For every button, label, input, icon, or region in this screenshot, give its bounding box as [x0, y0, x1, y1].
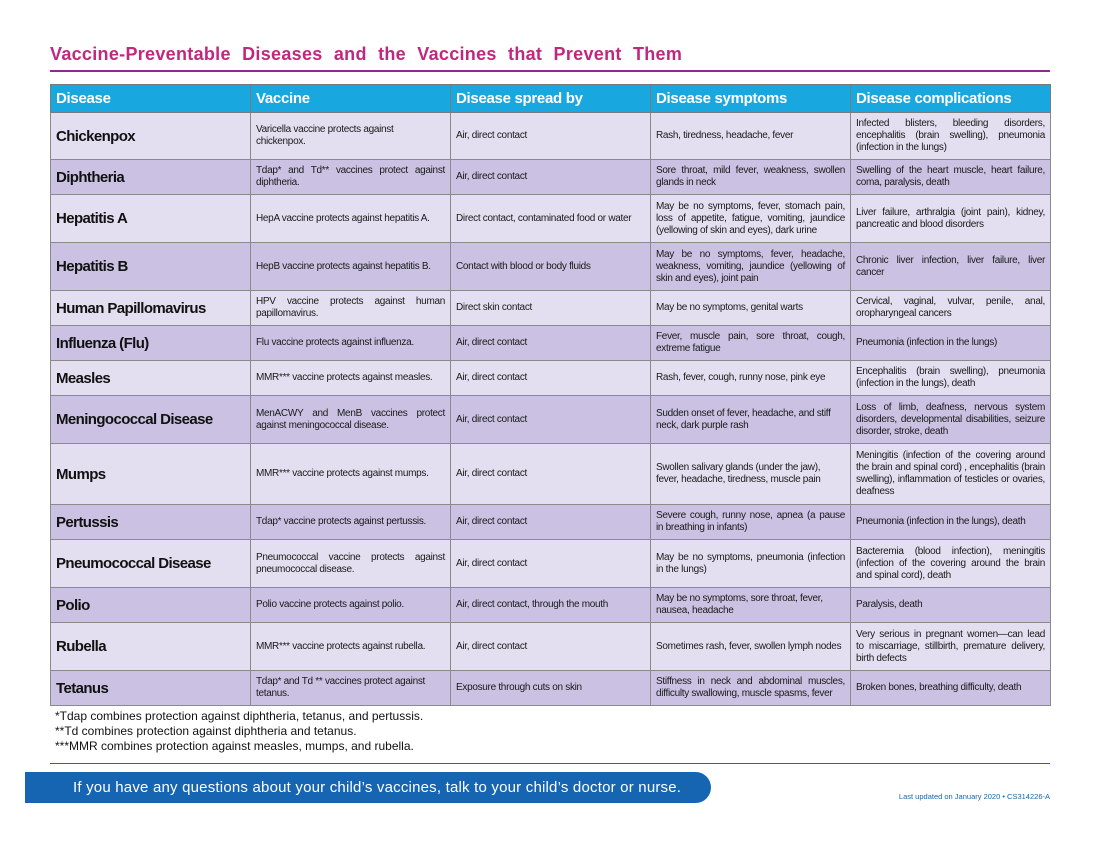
- disease-cell: Measles: [51, 361, 251, 396]
- table-row: [51, 291, 1051, 326]
- disease-cell: Rubella: [51, 623, 251, 671]
- symptoms-cell: May be no symptoms, genital warts: [651, 291, 851, 326]
- disease-cell: Diphtheria: [51, 160, 251, 195]
- title-divider: [50, 70, 1050, 72]
- complications-cell: Liver failure, arthralgia (joint pain), kidney, pancreatic and blood disorders: [851, 195, 1051, 243]
- spread-cell: Air, direct contact: [451, 160, 651, 195]
- symptoms-cell: May be no symptoms, fever, stomach pain, loss of appetite, fatigue, vomiting, jaundice (yellowing of skin and eyes), dark urine: [651, 195, 851, 243]
- complications-cell: Pneumonia (infection in the lungs), death: [851, 505, 1051, 540]
- symptoms-cell: Rash, tiredness, headache, fever: [651, 113, 851, 160]
- complications-cell: Paralysis, death: [851, 588, 1051, 623]
- symptoms-cell: May be no symptoms, fever, headache, weakness, vomiting, jaundice (yellowing of skin and eyes), joint pain: [651, 243, 851, 291]
- footnotes: [55, 709, 423, 754]
- spread-cell: Air, direct contact: [451, 396, 651, 444]
- table-row: [51, 623, 1051, 671]
- vaccine-cell: Pneumococcal vaccine protects against pneumococcal disease.: [251, 540, 451, 588]
- complications-cell: Very serious in pregnant women—can lead to miscarriage, stillbirth, premature delivery, birth defects: [851, 623, 1051, 671]
- disease-cell: Pneumococcal Disease: [51, 540, 251, 588]
- vaccine-cell: Tdap* and Td ** vaccines protect against tetanus.: [251, 671, 451, 706]
- table-row: [51, 396, 1051, 444]
- spread-cell: Air, direct contact: [451, 361, 651, 396]
- spread-cell: Contact with blood or body fluids: [451, 243, 651, 291]
- header-complications: Disease complications: [851, 85, 1051, 113]
- disease-cell: Hepatitis B: [51, 243, 251, 291]
- complications-cell: Loss of limb, deafness, nervous system disorders, developmental disabilities, seizure disorder, stroke, death: [851, 396, 1051, 444]
- disease-cell: Meningococcal Disease: [51, 396, 251, 444]
- footnote-tdap: *Tdap combines protection against diphtheria, tetanus, and pertussis.: [55, 709, 424, 723]
- vaccine-cell: MMR*** vaccine protects against measles.: [251, 361, 451, 396]
- spread-cell: Direct contact, contaminated food or water: [451, 195, 651, 243]
- questions-banner: If you have any questions about your child’s vaccines, talk to your child’s doctor or nurse.: [25, 772, 711, 803]
- symptoms-cell: Severe cough, runny nose, apnea (a pause in breathing in infants): [651, 505, 851, 540]
- disease-cell: Hepatitis A: [51, 195, 251, 243]
- table-row: [51, 326, 1051, 361]
- disease-cell: Pertussis: [51, 505, 251, 540]
- vaccine-cell: Polio vaccine protects against polio.: [251, 588, 451, 623]
- vaccine-cell: MMR*** vaccine protects against rubella.: [251, 623, 451, 671]
- table-row: [51, 505, 1051, 540]
- spread-cell: Exposure through cuts on skin: [451, 671, 651, 706]
- page-title: Vaccine-Preventable Diseases and the Vaccines that Prevent Them: [50, 44, 683, 64]
- disease-cell: Chickenpox: [51, 113, 251, 160]
- vaccine-cell: HPV vaccine protects against human papillomavirus.: [251, 291, 451, 326]
- vaccine-cell: Tdap* and Td** vaccines protect against diphtheria.: [251, 160, 451, 195]
- symptoms-cell: Fever, muscle pain, sore throat, cough, extreme fatigue: [651, 326, 851, 361]
- spread-cell: Air, direct contact: [451, 540, 651, 588]
- footer-divider: [50, 763, 1050, 764]
- complications-cell: Meningitis (infection of the covering around the brain and spinal cord) , encephalitis (brain swelling), inflammation of testicles or ovaries, deafness: [851, 444, 1051, 505]
- table-row: [51, 361, 1051, 396]
- table-header-row: [51, 85, 1051, 113]
- spread-cell: Air, direct contact: [451, 623, 651, 671]
- disease-cell: Tetanus: [51, 671, 251, 706]
- last-updated-note: Last updated on January 2020 • CS314226-A: [898, 792, 1050, 801]
- complications-cell: Encephalitis (brain swelling), pneumonia (infection in the lungs), death: [851, 361, 1051, 396]
- table-row: [51, 540, 1051, 588]
- table-row: [51, 444, 1051, 505]
- header-vaccine: Vaccine: [251, 85, 451, 113]
- spread-cell: Air, direct contact: [451, 113, 651, 160]
- disease-cell: Influenza (Flu): [51, 326, 251, 361]
- symptoms-cell: May be no symptoms, sore throat, fever, nausea, headache: [651, 588, 851, 623]
- symptoms-cell: Swollen salivary glands (under the jaw), fever, headache, tiredness, muscle pain: [651, 444, 851, 505]
- vaccine-cell: HepB vaccine protects against hepatitis B.: [251, 243, 451, 291]
- spread-cell: Air, direct contact: [451, 505, 651, 540]
- vaccine-table: [50, 84, 1051, 706]
- table-row: [51, 160, 1051, 195]
- symptoms-cell: Sore throat, mild fever, weakness, swollen glands in neck: [651, 160, 851, 195]
- complications-cell: Chronic liver infection, liver failure, liver cancer: [851, 243, 1051, 291]
- disease-cell: Polio: [51, 588, 251, 623]
- table-row: [51, 671, 1051, 706]
- footnote-mmr: ***MMR combines protection against measles, mumps, and rubella.: [55, 739, 414, 753]
- table-row: [51, 113, 1051, 160]
- footnote-td: **Td combines protection against diphtheria and tetanus.: [55, 724, 357, 738]
- table-row: [51, 195, 1051, 243]
- header-spread: Disease spread by: [451, 85, 651, 113]
- vaccine-cell: Tdap* vaccine protects against pertussis.: [251, 505, 451, 540]
- complications-cell: Pneumonia (infection in the lungs): [851, 326, 1051, 361]
- header-disease: Disease: [51, 85, 251, 113]
- table-row: [51, 243, 1051, 291]
- complications-cell: Swelling of the heart muscle, heart failure, coma, paralysis, death: [851, 160, 1051, 195]
- symptoms-cell: Rash, fever, cough, runny nose, pink eye: [651, 361, 851, 396]
- complications-cell: Broken bones, breathing difficulty, death: [851, 671, 1051, 706]
- symptoms-cell: May be no symptoms, pneumonia (infection in the lungs): [651, 540, 851, 588]
- complications-cell: Infected blisters, bleeding disorders, encephalitis (brain swelling), pneumonia (infection in the lungs): [851, 113, 1051, 160]
- vaccine-cell: Varicella vaccine protects against chickenpox.: [251, 113, 451, 160]
- spread-cell: Air, direct contact, through the mouth: [451, 588, 651, 623]
- vaccine-cell: Flu vaccine protects against influenza.: [251, 326, 451, 361]
- complications-cell: Cervical, vaginal, vulvar, penile, anal, oropharyngeal cancers: [851, 291, 1051, 326]
- disease-cell: Mumps: [51, 444, 251, 505]
- disease-cell: Human Papillomavirus: [51, 291, 251, 326]
- symptoms-cell: Stiffness in neck and abdominal muscles, difficulty swallowing, muscle spasms, fever: [651, 671, 851, 706]
- spread-cell: Air, direct contact: [451, 444, 651, 505]
- complications-cell: Bacteremia (blood infection), meningitis (infection of the covering around the brain and spinal cord), death: [851, 540, 1051, 588]
- symptoms-cell: Sometimes rash, fever, swollen lymph nodes: [651, 623, 851, 671]
- symptoms-cell: Sudden onset of fever, headache, and stiff neck, dark purple rash: [651, 396, 851, 444]
- table-row: [51, 588, 1051, 623]
- spread-cell: Direct skin contact: [451, 291, 651, 326]
- spread-cell: Air, direct contact: [451, 326, 651, 361]
- vaccine-cell: MMR*** vaccine protects against mumps.: [251, 444, 451, 505]
- vaccine-cell: MenACWY and MenB vaccines protect against meningococcal disease.: [251, 396, 451, 444]
- header-symptoms: Disease symptoms: [651, 85, 851, 113]
- vaccine-cell: HepA vaccine protects against hepatitis A.: [251, 195, 451, 243]
